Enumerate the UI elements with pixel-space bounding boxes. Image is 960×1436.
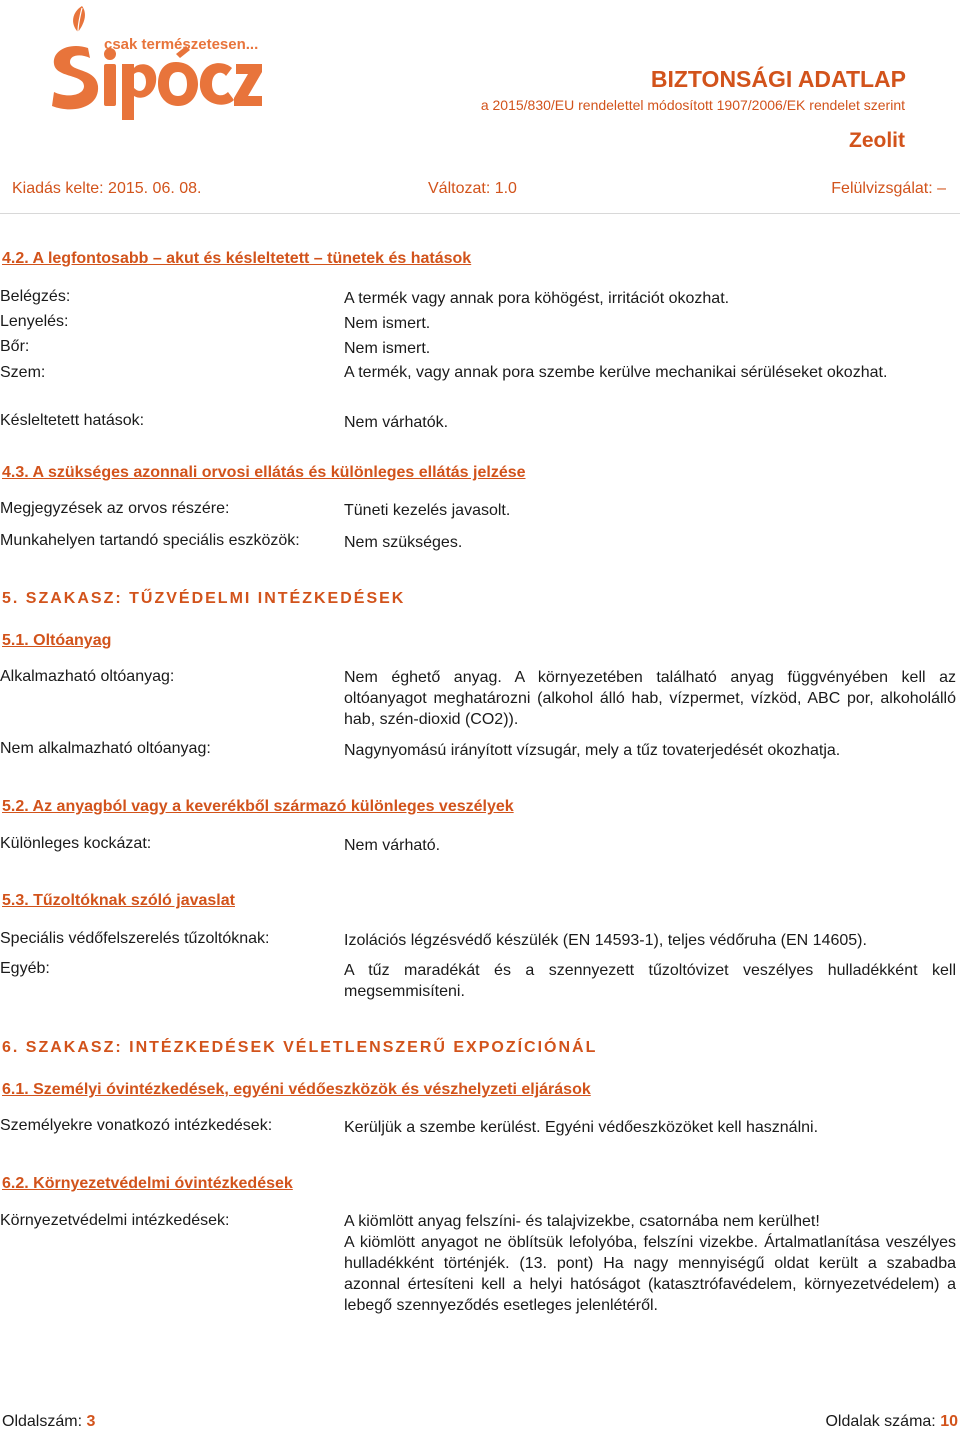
page-count-label: Oldalak száma: (825, 1413, 936, 1430)
company-logo (48, 2, 263, 124)
row-value: Nem ismert. (344, 340, 431, 357)
row-value: A kiömlött anyagot ne öblítsük lefolyóba, felszíni vizekbe. Ártalmatlanítása veszélyes hulladékként történjék. (13. pont) Ha nagy mennyiségű oldat került a szabadba azonnal értesíteni kell a helyi hatóságot (katasztrófavédelem, környezetvédelem) a lebegő szennyeződés esetleges jelenlétéről. (344, 1234, 956, 1314)
row-value: Nem ismert. (344, 315, 431, 332)
row-label: Bőr: (0, 338, 30, 355)
row-value: Nem várható. (344, 837, 441, 854)
row-label: Belégzés: (0, 288, 71, 305)
row-value: A kiömlött anyag felszíni- és talajvizekbe, csatornába nem kerülhet! (344, 1213, 820, 1230)
header-divider (0, 213, 960, 214)
section-5-2-heading: 5.2. Az anyagból vagy a keverékből származó különleges veszélyek (2, 798, 514, 815)
logo-tagline: csak természetesen... (104, 36, 259, 53)
row-label: Szem: (0, 364, 46, 381)
document-subtitle: a 2015/830/EU rendelettel módosított 1907/2006/EK rendelet szerint (480, 97, 905, 113)
row-value: Nem várhatók. (344, 414, 449, 431)
section-6-2-heading: 6.2. Környezetvédelmi óvintézkedések (2, 1175, 293, 1192)
section-6-heading: 6. SZAKASZ: INTÉZKEDÉSEK VÉLETLENSZERŰ EXPOZÍCIÓNÁL (2, 1039, 598, 1056)
page-count (825, 1413, 958, 1431)
row-value: A termék, vagy annak pora szembe kerülve mechanikai sérüléseket okozhat. (344, 364, 888, 381)
row-value: Nagynyomású irányított vízsugár, mely a tűz tovaterjedését okozhatja. (344, 742, 841, 759)
row-label: Munkahelyen tartandó speciális eszközök: (0, 532, 300, 549)
row-value: A tűz maradékát és a szennyezett tűzoltóvizet veszélyes hulladékként kell megsemmisíteni. (344, 962, 956, 1000)
section-5-1-heading: 5.1. Oltóanyag (2, 632, 112, 649)
row-value: Nem éghető anyag. A környezetében található anyag függvényében kell az oltóanyagot meghatározni (alkohol álló hab, vízpermet, vízköd, ABC por, alkoholálló hab, szén-dioxid (CO2)). (344, 669, 956, 728)
product-name: Zeolit (849, 129, 905, 152)
section-4-3-heading: 4.3. A szükséges azonnali orvosi ellátás és különleges ellátás jelzése (2, 464, 526, 481)
row-label: Alkalmazható oltóanyag: (0, 668, 175, 685)
issue-date: Kiadás kelte: 2015. 06. 08. (12, 180, 202, 197)
section-6-1-heading: 6.1. Személyi óvintézkedések, egyéni védőeszközök és vészhelyzeti eljárások (2, 1081, 591, 1098)
page-number-label: Oldalszám: (2, 1413, 83, 1430)
row-label: Lenyelés: (0, 313, 69, 330)
revision: Felülvizsgálat: – (831, 180, 946, 197)
row-label: Személyekre vonatkozó intézkedések: (0, 1117, 273, 1134)
row-label: Nem alkalmazható oltóanyag: (0, 740, 211, 757)
row-value: Nem szükséges. (344, 534, 463, 551)
section-5-3-heading: 5.3. Tűzoltóknak szóló javaslat (2, 892, 235, 909)
page-number-value: 3 (86, 1413, 96, 1430)
row-label: Késleltetett hatások: (0, 412, 145, 429)
section-5-heading: 5. SZAKASZ: TŰZVÉDELMI INTÉZKEDÉSEK (2, 590, 406, 607)
row-value: Tüneti kezelés javasolt. (344, 502, 511, 519)
row-label: Speciális védőfelszerelés tűzoltóknak: (0, 930, 270, 947)
document-title: BIZTONSÁGI ADATLAP (650, 66, 906, 92)
version: Változat: 1.0 (428, 180, 517, 197)
row-value: A termék vagy annak pora köhögést, irritációt okozhat. (344, 290, 730, 307)
page-number (2, 1413, 95, 1431)
row-label: Környezetvédelmi intézkedések: (0, 1212, 230, 1229)
row-label: Megjegyzések az orvos részére: (0, 500, 230, 517)
row-label: Különleges kockázat: (0, 835, 152, 852)
row-label: Egyéb: (0, 960, 50, 977)
section-4-2-heading: 4.2. A legfontosabb – akut és késleltetett – tünetek és hatások (2, 250, 472, 267)
row-value: Kerüljük a szembe kerülést. Egyéni védőeszközöket kell használni. (344, 1119, 819, 1136)
logo-graphic (48, 2, 263, 124)
page-count-value: 10 (940, 1413, 958, 1430)
row-value: Izolációs légzésvédő készülék (EN 14593-1), teljes védőruha (EN 14605). (344, 932, 867, 949)
